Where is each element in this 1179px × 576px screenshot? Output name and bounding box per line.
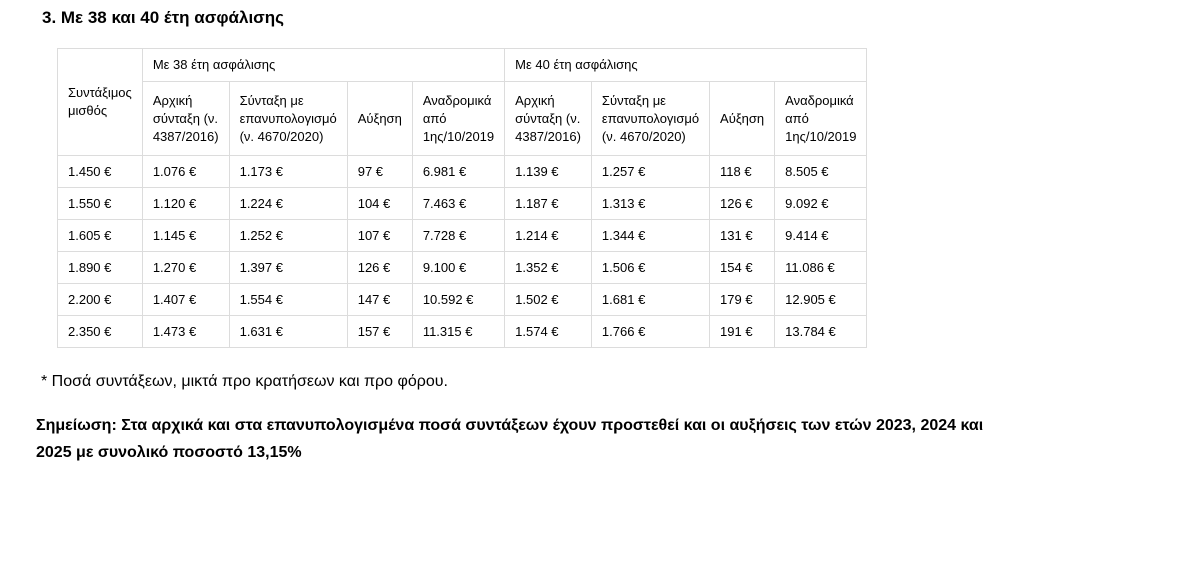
salary-cell: 2.350 €	[58, 316, 143, 348]
table-cell: 1.120 €	[142, 188, 229, 220]
table-cell: 1.506 €	[591, 252, 709, 284]
table-row	[58, 284, 867, 316]
header-initial-pension-40: Αρχική σύνταξη (ν. 4387/2016)	[505, 82, 592, 156]
table-cell: 9.414 €	[775, 220, 867, 252]
table-group-header-row	[58, 49, 867, 82]
table-cell: 1.574 €	[505, 316, 592, 348]
table-cell: 1.252 €	[229, 220, 347, 252]
footnote: * Ποσά συντάξεων, μικτά προ κρατήσεων και προ φόρου.	[41, 373, 448, 390]
table-cell: 147 €	[347, 284, 412, 316]
header-recalculated-pension-38: Σύνταξη με επανυπολογισμό (ν. 4670/2020)	[229, 82, 347, 156]
table-row	[58, 156, 867, 188]
salary-cell: 2.200 €	[58, 284, 143, 316]
table-cell: 1.631 €	[229, 316, 347, 348]
table-cell: 191 €	[710, 316, 775, 348]
table-row	[58, 188, 867, 220]
table-cell: 154 €	[710, 252, 775, 284]
table-cell: 1.502 €	[505, 284, 592, 316]
table-cell: 157 €	[347, 316, 412, 348]
table-cell: 10.592 €	[412, 284, 504, 316]
table-cell: 1.257 €	[591, 156, 709, 188]
table-cell: 1.397 €	[229, 252, 347, 284]
table-cell: 7.463 €	[412, 188, 504, 220]
table-cell: 7.728 €	[412, 220, 504, 252]
table-cell: 11.086 €	[775, 252, 867, 284]
table-cell: 107 €	[347, 220, 412, 252]
table-cell: 12.905 €	[775, 284, 867, 316]
header-initial-pension-38: Αρχική σύνταξη (ν. 4387/2016)	[142, 82, 229, 156]
table-row	[58, 252, 867, 284]
table-cell: 1.554 €	[229, 284, 347, 316]
table-body	[58, 156, 867, 348]
table-cell: 11.315 €	[412, 316, 504, 348]
table-cell: 8.505 €	[775, 156, 867, 188]
table-cell: 1.139 €	[505, 156, 592, 188]
pension-table	[57, 48, 867, 348]
note: Σημείωση: Στα αρχικά και στα επανυπολογισμένα ποσά συντάξεων έχουν προστεθεί και οι αυξήσεις των ετών 2023, 2024 και 2025 με συνολικό ποσοστό 13,15%	[36, 417, 984, 461]
header-retroactive-38: Αναδρομικά από 1ης/10/2019	[412, 82, 504, 156]
table-cell: 126 €	[710, 188, 775, 220]
table-cell: 1.173 €	[229, 156, 347, 188]
header-recalculated-pension-40: Σύνταξη με επανυπολογισμό (ν. 4670/2020)	[591, 82, 709, 156]
salary-cell: 1.550 €	[58, 188, 143, 220]
table-cell: 179 €	[710, 284, 775, 316]
salary-cell: 1.890 €	[58, 252, 143, 284]
table-row	[58, 316, 867, 348]
table-cell: 1.145 €	[142, 220, 229, 252]
table-cell: 1.187 €	[505, 188, 592, 220]
table-cell: 9.092 €	[775, 188, 867, 220]
header-retroactive-40: Αναδρομικά από 1ης/10/2019	[775, 82, 867, 156]
table-cell: 1.407 €	[142, 284, 229, 316]
table-cell: 1.681 €	[591, 284, 709, 316]
table-cell: 118 €	[710, 156, 775, 188]
table-cell: 126 €	[347, 252, 412, 284]
header-group-38-years: Με 38 έτη ασφάλισης	[142, 49, 504, 82]
table-cell: 6.981 €	[412, 156, 504, 188]
table-subheader-row	[58, 82, 867, 156]
table-cell: 1.313 €	[591, 188, 709, 220]
salary-cell: 1.605 €	[58, 220, 143, 252]
table-cell: 104 €	[347, 188, 412, 220]
salary-cell: 1.450 €	[58, 156, 143, 188]
section-heading: 3. Με 38 και 40 έτη ασφάλισης	[42, 8, 285, 27]
table-cell: 1.224 €	[229, 188, 347, 220]
table-cell: 1.352 €	[505, 252, 592, 284]
table-cell: 97 €	[347, 156, 412, 188]
table-cell: 1.344 €	[591, 220, 709, 252]
table-cell: 1.766 €	[591, 316, 709, 348]
table-cell: 9.100 €	[412, 252, 504, 284]
header-increase-40: Αύξηση	[710, 82, 775, 156]
table-cell: 13.784 €	[775, 316, 867, 348]
table-cell: 1.214 €	[505, 220, 592, 252]
table-cell: 1.270 €	[142, 252, 229, 284]
header-group-40-years: Με 40 έτη ασφάλισης	[505, 49, 867, 82]
table-cell: 1.076 €	[142, 156, 229, 188]
table-cell: 131 €	[710, 220, 775, 252]
table-row	[58, 220, 867, 252]
header-salary: Συντάξιμος μισθός	[58, 49, 143, 156]
table-cell: 1.473 €	[142, 316, 229, 348]
header-increase-38: Αύξηση	[347, 82, 412, 156]
